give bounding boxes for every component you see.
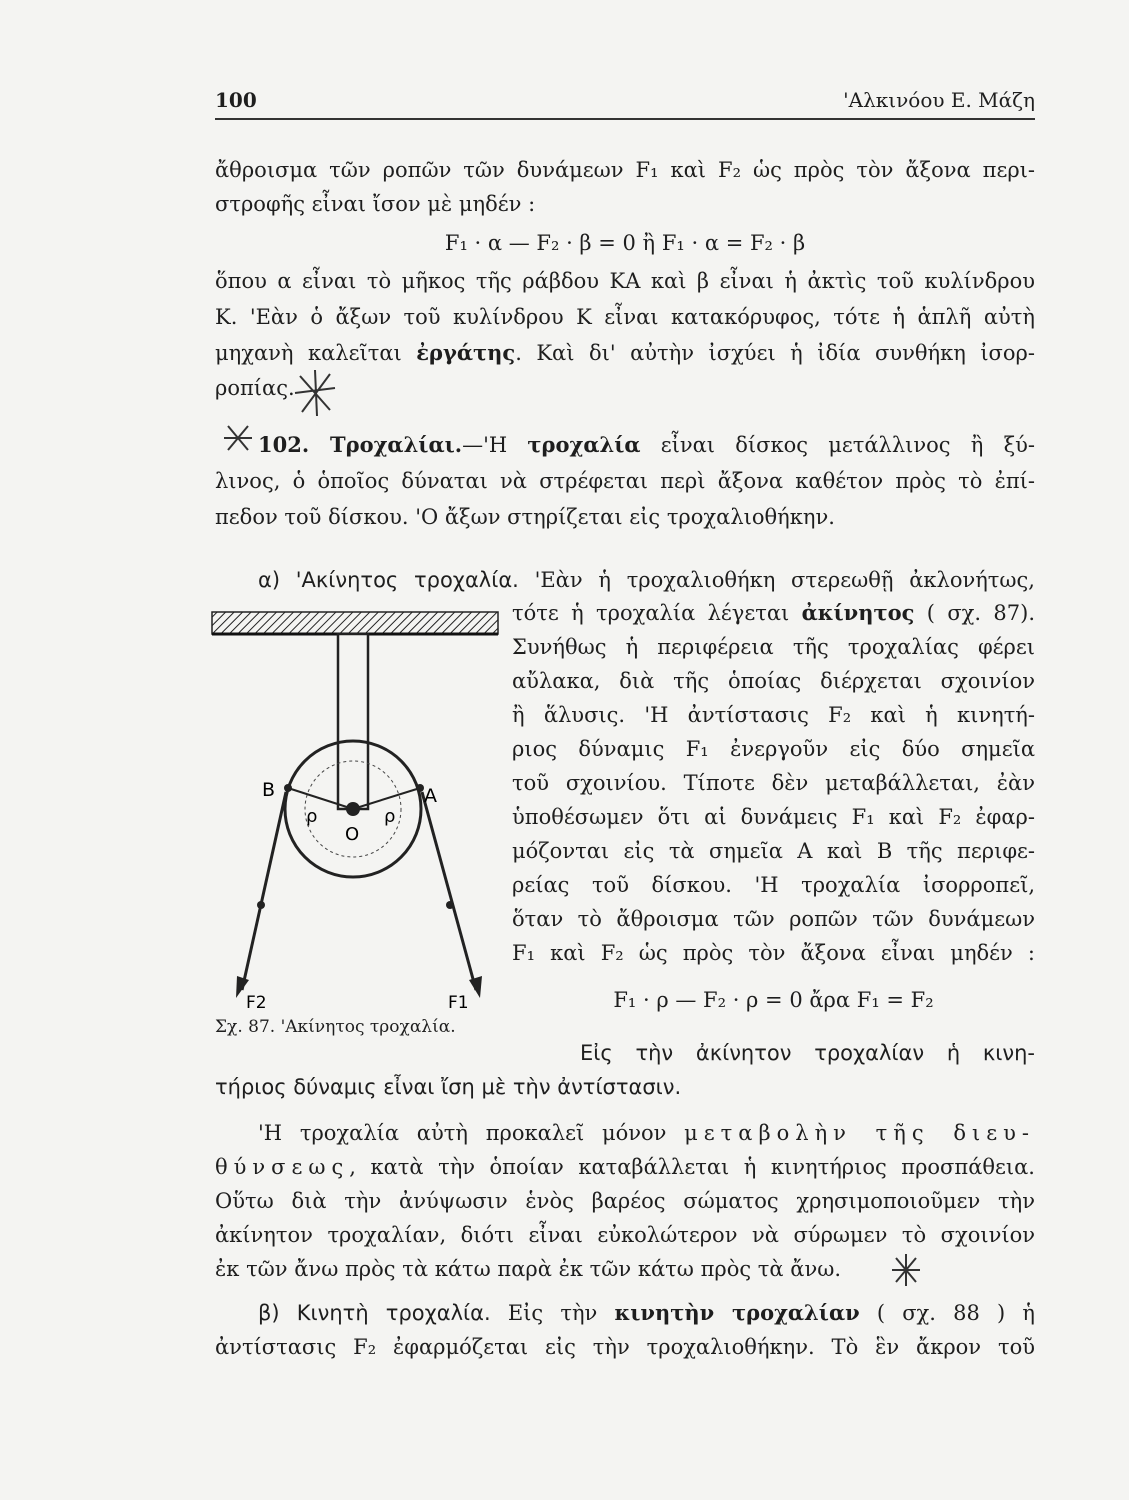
text-line: ρείας τοῦ δίσκου. 'Η τροχαλία ἰσορροπεῖ, <box>512 873 1035 897</box>
text-line: ὅπου α εἶναι τὸ μῆκος τῆς ράβδου ΚΑ καὶ β εἶναι ἡ ἀκτὶς τοῦ κυλίνδρου <box>215 269 1035 293</box>
point-b <box>284 784 292 792</box>
text-line: ροπίας. <box>215 376 295 400</box>
handwritten-asterisk-mark <box>290 368 340 418</box>
text-line <box>215 1152 1035 1182</box>
text-run: . Καὶ δι' αὐτὴν ἰσχύει ἡ ἰδία συνθήκη ἰσορ- <box>515 341 1035 365</box>
text-line <box>258 565 1035 595</box>
text-line: Συνήθως ἡ περιφέρεια τῆς τροχαλίας φέρει <box>512 635 1035 659</box>
text-run: τότε ἡ τροχαλία λέγεται <box>512 601 802 625</box>
text-line <box>258 1298 1035 1328</box>
ceiling-hatch <box>212 612 498 634</box>
equation: F₁ · ρ — F₂ · ρ = 0 ἄρα F₁ = F₂ <box>613 988 934 1012</box>
text-line: Εἰς τὴν ἀκίνητον τροχαλίαν ἡ κινη- <box>580 1041 1035 1065</box>
text-line: πεδον τοῦ δίσκου. 'Ο ἄξων στηρίζεται εἰς τροχαλιοθήκην. <box>215 505 835 529</box>
point-a <box>416 784 424 792</box>
term-ergatis: ἐργάτης <box>416 340 516 365</box>
text-line: ὅταν τὸ ἄθροισμα τῶν ροπῶν τῶν δυνάμεων <box>512 907 1035 931</box>
term-trochalia: τροχαλία <box>527 432 641 457</box>
rope-point-left <box>257 901 265 909</box>
text-line <box>512 598 1035 628</box>
label-f2: F2 <box>246 993 267 1013</box>
text-run: Εἰς τὴν <box>490 1301 615 1325</box>
text-line: τήριος δύναμις εἶναι ἴση μὲ τὴν ἀντίστασιν. <box>215 1075 682 1099</box>
text-run: 'Εὰν ἡ τροχαλιοθήκη στερεωθῇ ἀκλονήτως, <box>518 568 1035 592</box>
emphasis-spaced: θύνσεως <box>215 1155 350 1179</box>
text-line: ἀκίνητον τροχαλίαν, διότι εἶναι εὐκολώτερον νὰ σύρωμεν τὸ σχοινίον <box>215 1223 1035 1247</box>
text-line: στροφῆς εἶναι ἴσον μὲ μηδέν : <box>215 192 536 216</box>
text-line: ἐκ τῶν ἄνω πρὸς τὰ κάτω παρὰ ἐκ τῶν κάτω πρὸς τὰ ἄνω. <box>215 1257 842 1281</box>
rope-right <box>422 792 476 990</box>
text-run: μηχανὴ καλεῖται <box>215 341 417 365</box>
label-f1: F1 <box>448 993 469 1013</box>
text-line: τοῦ σχοινίου. Τίποτε δὲν μεταβάλλεται, ἐὰν <box>512 771 1035 795</box>
handwritten-asterisk-mark <box>888 1252 924 1288</box>
emphasis-spaced: μεταβολὴν τῆς διευ- <box>684 1121 1035 1145</box>
figure-fixed-pulley <box>210 610 510 1050</box>
page-number: 100 <box>215 88 257 112</box>
text-run: , κατὰ τὴν ὁποίαν καταβάλλεται ἡ κινητήριος προσπάθεια. <box>349 1155 1035 1179</box>
label-b: B <box>262 779 276 801</box>
text-line: ἄθροισμα τῶν ροπῶν τῶν δυνάμεων F₁ καὶ F₂ ὡς πρὸς τὸν ἄξονα περι- <box>215 158 1035 182</box>
text-run: —'Η <box>462 433 528 457</box>
page-header <box>215 88 1035 120</box>
pulley-block-rod <box>338 634 368 809</box>
text-line: λινος, ὁ ὁποῖος δύναται νὰ στρέφεται περὶ ἄξονα καθέτον πρὸς τὸ ἐπί- <box>215 469 1035 493</box>
label-rho-right: ρ <box>384 806 396 827</box>
text-line: αὔλακα, διὰ τῆς ὁποίας διέρχεται σχοινίον <box>512 669 1035 693</box>
rope-left <box>242 792 286 990</box>
text-line: ἀντίστασις F₂ ἐφαρμόζεται εἰς τὴν τροχαλιοθήκην. Τὸ ἓν ἄκρον τοῦ <box>215 1335 1035 1359</box>
text-line: ὑποθέσωμεν ὅτι αἱ δυνάμεις F₁ καὶ F₂ ἐφαρ- <box>512 805 1035 829</box>
rope-point-right <box>446 901 454 909</box>
label-rho-left: ρ <box>306 806 318 827</box>
subheading-movable-pulley: β) Κινητὴ τροχαλία. <box>258 1301 491 1325</box>
equation: F₁ · α — F₂ · β = 0 ἢ F₁ · α = F₂ · β <box>444 231 806 255</box>
subheading-fixed-pulley: α) 'Ακίνητος τροχαλία. <box>258 568 519 592</box>
text-line: Κ. 'Εὰν ὁ ἄξων τοῦ κυλίνδρου Κ εἶναι κατακόρυφος, τότε ἡ ἁπλῆ αὐτὴ <box>215 305 1035 329</box>
text-run: ( σχ. 87). <box>914 601 1035 625</box>
section-heading-line <box>258 430 1035 460</box>
section-heading: 102. Τροχαλίαι. <box>258 432 463 457</box>
text-line <box>215 338 1035 368</box>
term-akinitos: ἀκίνητος <box>801 600 915 625</box>
text-run: ( σχ. 88 ) ἡ <box>859 1301 1035 1325</box>
text-line: F₁ καὶ F₂ ὡς πρὸς τὸν ἄξονα εἶναι μηδέν : <box>512 941 1035 965</box>
running-head: 'Αλκινόου Ε. Μάζη <box>843 88 1035 112</box>
text-line <box>258 1118 1035 1148</box>
text-run: εἶναι δίσκος μετάλλινος ἢ ξύ- <box>640 433 1035 457</box>
arrow-f1 <box>469 976 482 998</box>
text-line: ριος δύναμις F₁ ἐνεργοῦν εἰς δύο σημεῖα <box>512 737 1035 761</box>
text-run: 'Η τροχαλία αὐτὴ προκαλεῖ μόνον <box>258 1121 685 1145</box>
text-line: μόζονται εἰς τὰ σημεῖα Α καὶ Β τῆς περιφε- <box>512 839 1035 863</box>
handwritten-asterisk-mark <box>220 420 256 456</box>
axle-dot <box>346 802 360 816</box>
text-line: Οὕτω διὰ τὴν ἀνύψωσιν ἑνὸς βαρέος σώματος χρησιμοποιοῦμεν τὴν <box>215 1189 1035 1213</box>
label-a: A <box>424 785 437 807</box>
text-line: ἢ ἅλυσις. 'Η ἀντίστασις F₂ καὶ ἡ κινητή- <box>512 703 1035 727</box>
label-o: O <box>345 824 360 845</box>
figure-caption: Σχ. 87. 'Ακίνητος τροχαλία. <box>215 1017 456 1037</box>
term-kiniti-trochalia: κινητὴν τροχαλίαν <box>614 1300 860 1325</box>
